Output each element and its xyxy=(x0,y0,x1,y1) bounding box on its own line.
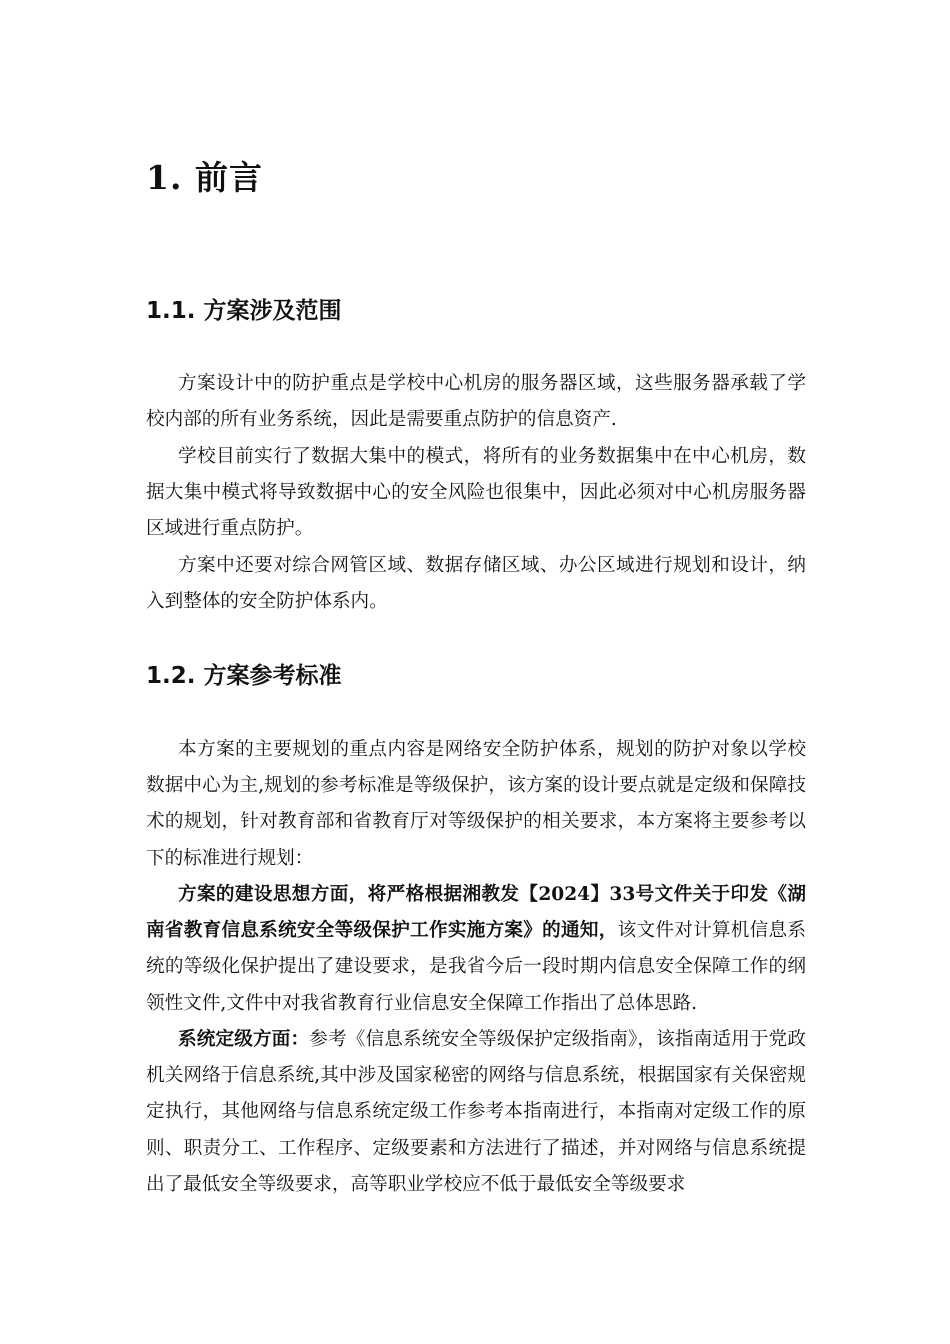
paragraph-scope-3: 方案中还要对综合网管区域、数据存储区域、办公区域进行规划和设计，纳入到整体的安全防护体系内。 xyxy=(146,555,806,613)
paragraph-construction-idea xyxy=(146,877,806,1022)
section-heading-scope: 1.1. 方案涉及范围 xyxy=(146,298,342,324)
paragraph-scope-2: 学校目前实行了数据大集中的模式，将所有的业务数据集中在中心机房，数据大集中模式将导致数据中心的安全风险也很集中，因此必须对中心机房服务器区域进行重点防护。 xyxy=(146,446,806,540)
paragraph-system-grading xyxy=(146,1022,806,1203)
system-grading-bold: 系统定级方面： xyxy=(178,1029,310,1050)
system-grading-text: 参考《信息系统安全等级保护定级指南》，该指南适用于党政机关网络于信息系统,其中涉及国家秘密的网络与信息系统，根据国家有关保密规定执行，其他网络与信息系统定级工作参考本指南进行，本指南对定级工作的原则、职责分工、工作程序、定级要素和方法进行了描述，并对网络与信息系统提出了最低安全等级要求，高等职业学校应不低于最低安全等级要求 xyxy=(146,1029,806,1195)
paragraph-standards-intro: 本方案的主要规划的重点内容是网络安全防护体系，规划的防护对象以学校数据中心为主,规划的参考标准是等级保护，该方案的设计要点就是定级和保障技术的规划，针对教育部和省教育厅对等级保护的相关要求，本方案将主要参考以下的标准进行规划： xyxy=(146,739,806,869)
construction-idea-bold: 方案的建设思想方面，将严格根据湘教发【2024】33号文件关于印发《湖南省教育信息系统安全等级保护工作实施方案》的通知， xyxy=(146,884,806,942)
chapter-heading: 1. 前言 xyxy=(146,158,263,197)
construction-idea-text: 该文件对计算机信息系统的等级化保护提出了建设要求，是我省今后一段时期内信息安全保障工作的纲领性文件,文件中对我省教育行业信息安全保障工作指出了总体思路. xyxy=(146,920,806,1014)
paragraph-scope-1: 方案设计中的防护重点是学校中心机房的服务器区域，这些服务器承载了学校内部的所有业务系统，因此是需要重点防护的信息资产. xyxy=(146,373,806,431)
section-heading-standards: 1.2. 方案参考标准 xyxy=(146,663,342,689)
